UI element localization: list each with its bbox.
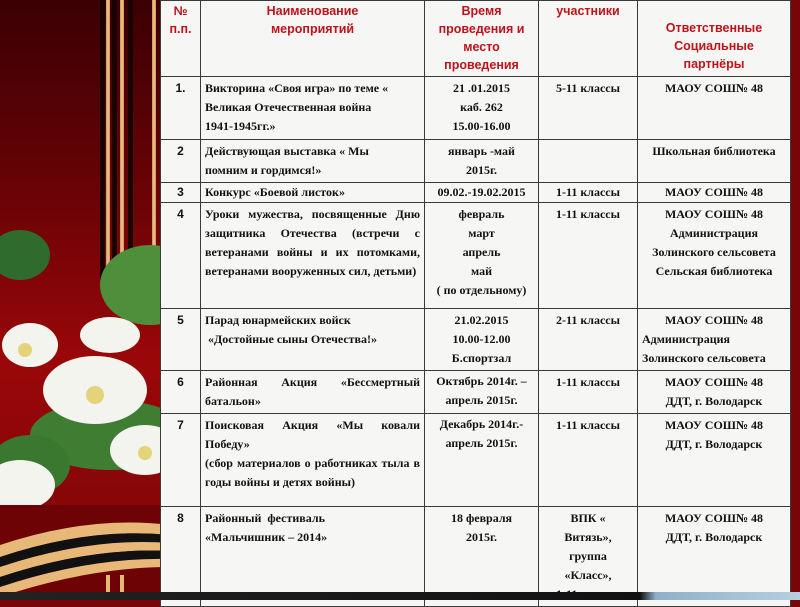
event-participants: 1-11 классы [539,203,638,309]
event-partners: МАОУ СОШ№ 48 ДДТ, г. Володарск [638,371,791,414]
event-time-place: 21.02.2015 10.00-12.00 Б.спортзал [425,309,539,371]
event-participants: ВПК « Витязь», группа «Класс», [539,507,638,607]
row-number: 5 [161,309,201,371]
event-name: Поисковая Акция «Мы ковали Победу» (сбор материалов о работниках тыла в годы войны и детях войны) [201,414,425,507]
event-participants: 5-11 классы [539,77,638,140]
footer-bar [0,592,800,600]
header-num: № п.п. [161,1,201,77]
event-participants: 1-11 классы [539,183,638,203]
row-number: 2 [161,140,201,183]
event-name: Викторина «Своя игра» по теме « Великая Отечественная война 1941-1945гг.» [201,77,425,140]
event-partners: МАОУ СОШ№ 48 [638,77,791,140]
event-partners: МАОУ СОШ№ 48 Администрация Золинского сельсовета [638,309,791,371]
events-plan-table [160,0,791,607]
event-time-place: Октябрь 2014г. – апрель 2015г. [425,371,539,414]
table-row [161,77,791,140]
row-number: 4 [161,203,201,309]
header-partners: Ответственные Социальные партнёры [638,1,791,77]
event-name: Районная Акция «Бессмертный батальон» [201,371,425,414]
event-partners: МАОУ СОШ№ 48 Администрация Золинского сельсовета Сельская библиотека [638,203,791,309]
header-name: Наименование мероприятий [201,1,425,77]
row-number: 3 [161,183,201,203]
event-participants: 2-11 классы [539,309,638,371]
table-header-row [161,1,791,77]
table-row [161,203,791,309]
header-participants: участники [539,1,638,77]
ribbon-image [0,505,170,600]
row-number: 8 [161,507,201,607]
event-partners: МАОУ СОШ№ 48 [638,183,791,203]
event-name: Действующая выставка « Мы помним и гордимся!» [201,140,425,183]
row-number: 7 [161,414,201,507]
event-name: Парад юнармейских войск «Достойные сыны Отечества!» [201,309,425,371]
row-number: 6 [161,371,201,414]
table-row [161,183,791,203]
event-name: Уроки мужества, посвященные Дню защитника Отечества (встречи с ветеранами войны и их потомками, ветеранами вооруженных сил, детьми) [201,203,425,309]
event-time-place: февраль март апрель май ( по отдельному) [425,203,539,309]
event-name: Конкурс «Боевой листок» [201,183,425,203]
row-number: 1. [161,77,201,140]
event-partners: Школьная библиотека [638,140,791,183]
event-time-place: 18 февраля 2015г. [425,507,539,607]
event-participants: 1-11 классы [539,371,638,414]
event-name: Районный фестиваль «Мальчишник – 2014» [201,507,425,607]
table-row [161,309,791,371]
table-row [161,140,791,183]
event-time-place: январь -май 2015г. [425,140,539,183]
event-time-place: Декабрь 2014г.- апрель 2015г. [425,414,539,507]
event-participants: 1-11 классы [539,414,638,507]
event-partners: МАОУ СОШ№ 48 ДДТ, г. Володарск [638,507,791,607]
event-time-place: 09.02.-19.02.2015 [425,183,539,203]
table-row [161,371,791,414]
table-row [161,414,791,507]
header-time-place: Время проведения и место проведения [425,1,539,77]
event-participants [539,140,638,183]
event-partners: МАОУ СОШ№ 48 ДДТ, г. Володарск [638,414,791,507]
flowers-image [0,225,170,525]
event-time-place: 21 .01.2015 каб. 262 15.00-16.00 [425,77,539,140]
